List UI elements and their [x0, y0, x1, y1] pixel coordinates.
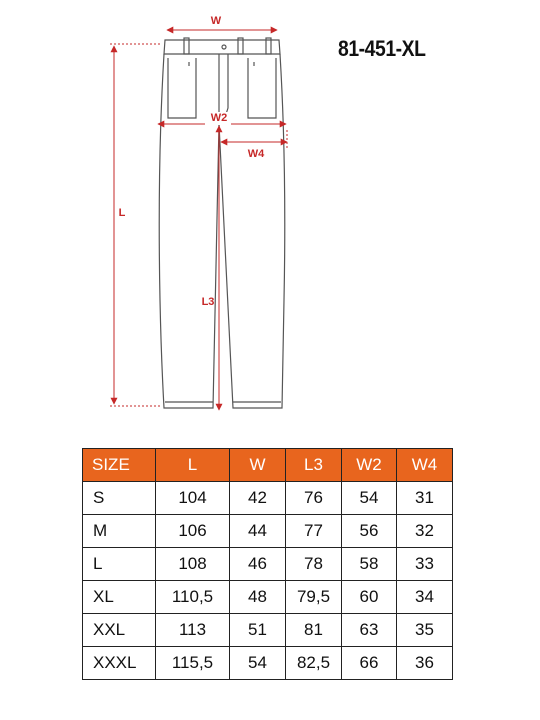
table-row	[83, 515, 453, 548]
right-pocket	[248, 58, 276, 118]
cell-w: 54	[230, 647, 286, 680]
label-l: L	[118, 207, 126, 219]
cell-w4: 32	[397, 515, 453, 548]
table-row	[83, 581, 453, 614]
table-row	[83, 548, 453, 581]
table-header-row	[83, 449, 453, 482]
header-w: W	[230, 449, 286, 482]
cell-w2: 63	[342, 614, 397, 647]
cell-l3: 78	[286, 548, 342, 581]
cell-w: 48	[230, 581, 286, 614]
cell-w4: 31	[397, 482, 453, 515]
right-leg	[219, 54, 285, 408]
cell-w2: 54	[342, 482, 397, 515]
cell-l: 106	[156, 515, 230, 548]
size-chart-table	[82, 448, 453, 680]
cell-w4: 36	[397, 647, 453, 680]
cell-l3: 82,5	[286, 647, 342, 680]
header-l: L	[156, 449, 230, 482]
cell-size: S	[83, 482, 156, 515]
cell-l: 108	[156, 548, 230, 581]
cell-w2: 56	[342, 515, 397, 548]
trousers-outline	[159, 38, 285, 408]
label-w: W	[210, 15, 222, 27]
cell-size: L	[83, 548, 156, 581]
table-row	[83, 647, 453, 680]
waist-button	[222, 45, 226, 49]
cell-w2: 66	[342, 647, 397, 680]
cell-l3: 76	[286, 482, 342, 515]
cell-l3: 81	[286, 614, 342, 647]
cell-size: XXXL	[83, 647, 156, 680]
cell-l3: 79,5	[286, 581, 342, 614]
cell-w: 44	[230, 515, 286, 548]
cell-w4: 35	[397, 614, 453, 647]
cell-l: 110,5	[156, 581, 230, 614]
label-w2: W2	[210, 112, 228, 124]
header-w2: W2	[342, 449, 397, 482]
product-code: 81-451-XL	[338, 36, 426, 61]
cell-w4: 33	[397, 548, 453, 581]
dimension-lines	[110, 30, 287, 410]
table-row	[83, 614, 453, 647]
header-l3: L3	[286, 449, 342, 482]
label-l3: L3	[201, 296, 215, 308]
header-size: SIZE	[83, 449, 156, 482]
header-w4: W4	[397, 449, 453, 482]
cell-w: 46	[230, 548, 286, 581]
cell-w2: 58	[342, 548, 397, 581]
left-pocket	[168, 58, 196, 118]
cell-l3: 77	[286, 515, 342, 548]
cell-size: XL	[83, 581, 156, 614]
cell-w2: 60	[342, 581, 397, 614]
cell-l: 104	[156, 482, 230, 515]
table-row	[83, 482, 453, 515]
cell-size: M	[83, 515, 156, 548]
cell-l: 113	[156, 614, 230, 647]
cell-w: 51	[230, 614, 286, 647]
cell-l: 115,5	[156, 647, 230, 680]
cell-w4: 34	[397, 581, 453, 614]
cell-w: 42	[230, 482, 286, 515]
label-w4: W4	[247, 148, 265, 160]
cell-size: XXL	[83, 614, 156, 647]
